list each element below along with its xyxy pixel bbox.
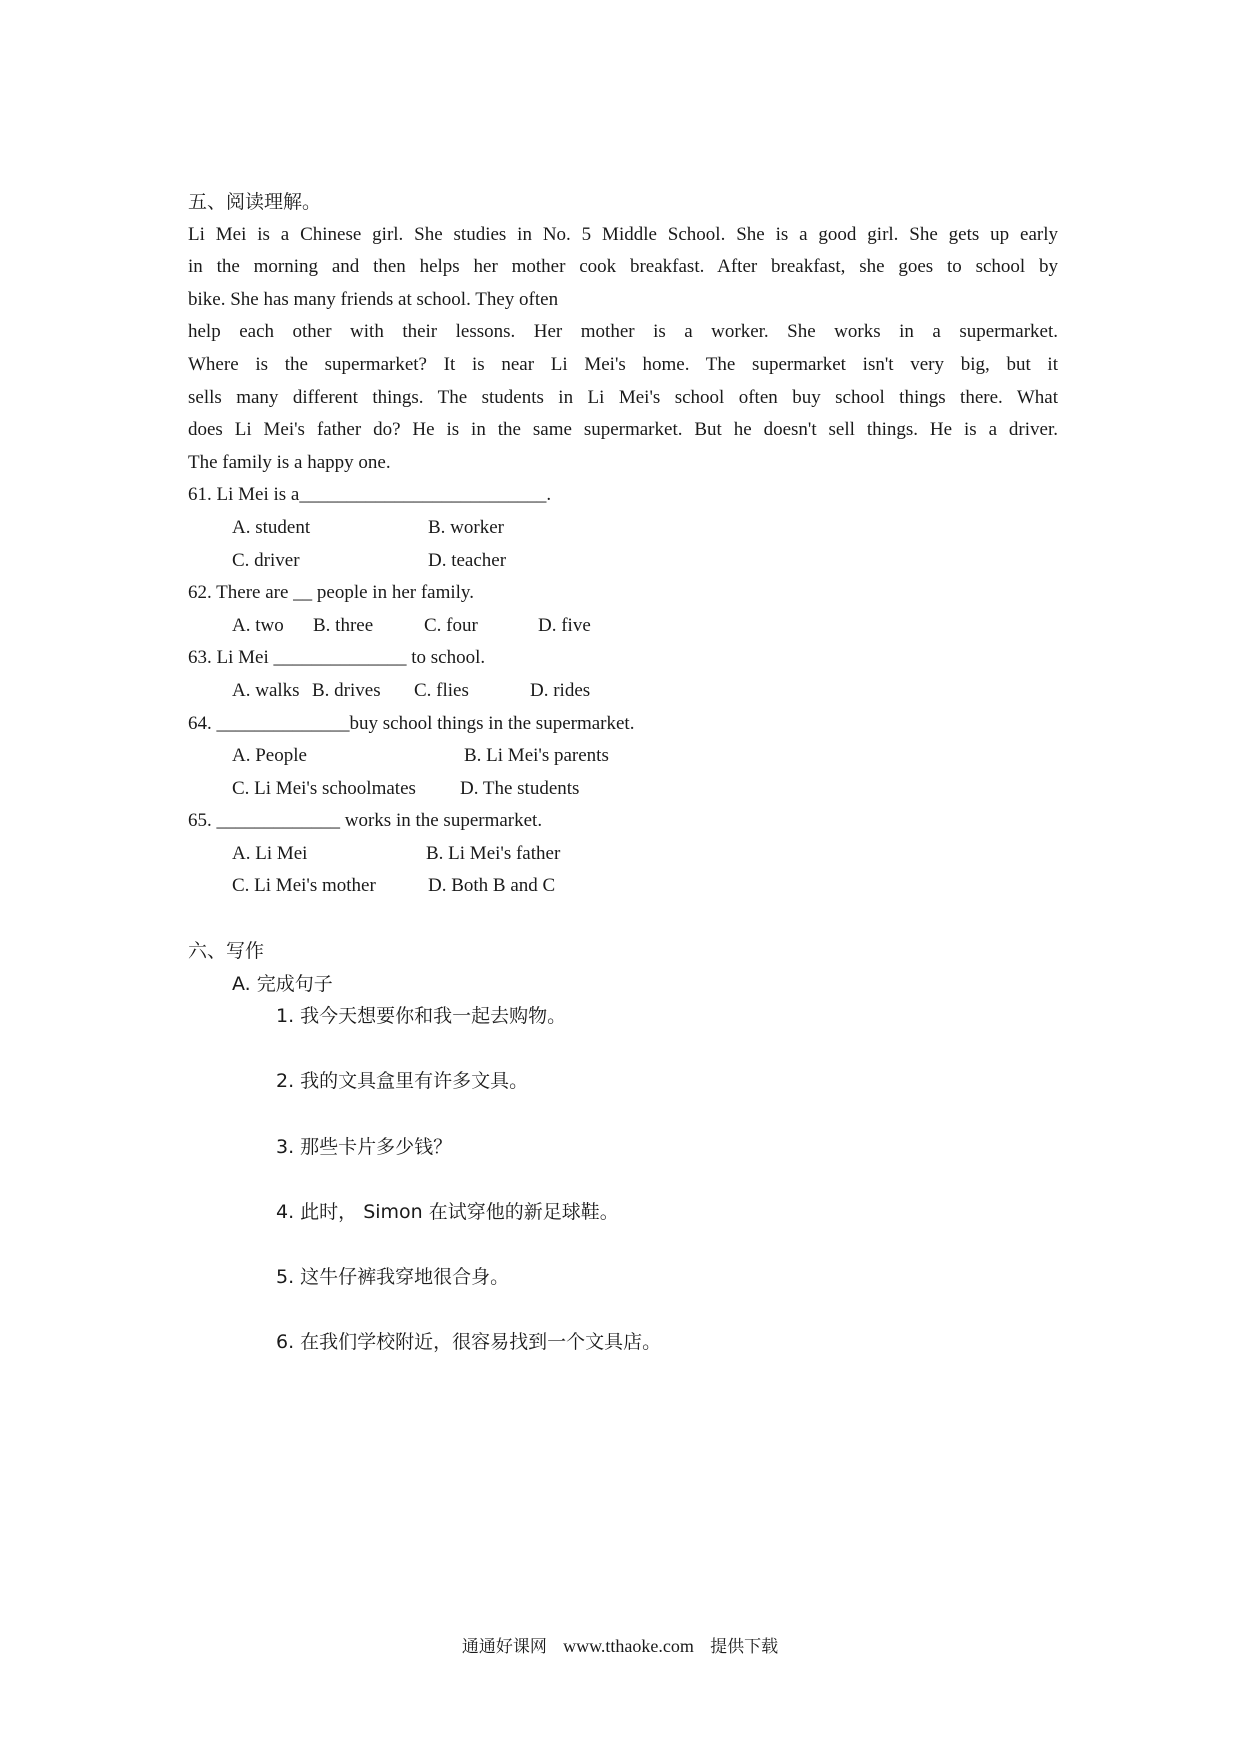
passage-line: The family is a happy one.: [188, 451, 391, 473]
passage-line: bike. She has many friends at school. They often: [188, 288, 559, 310]
passage-line: in the morning and then helps her mother cook breakfast. After breakfast, she goes to school by: [188, 256, 1058, 278]
item-gap: [188, 1163, 1058, 1196]
options-row: [188, 740, 1058, 773]
option-d: D. teacher: [428, 549, 507, 571]
option-c: C. flies: [414, 679, 469, 701]
option-a: A. student: [232, 516, 311, 538]
writing-item: 3. 那些卡片多少钱？: [276, 1135, 453, 1158]
option-a: A. walks: [232, 679, 300, 701]
item-gap: [188, 1294, 1058, 1327]
writing-item: 4. 此时， Simon 在试穿他的新足球鞋。: [276, 1200, 619, 1223]
option-a: A. People: [232, 745, 307, 767]
item-gap: [188, 1228, 1058, 1261]
option-c: C. Li Mei's mother: [232, 875, 376, 897]
option-b: B. three: [313, 614, 374, 636]
option-c: C. driver: [232, 549, 300, 571]
options-row: [188, 838, 1058, 871]
options-row: [188, 675, 1058, 708]
options-row: [188, 545, 1058, 578]
option-a: A. Li Mei: [232, 842, 308, 864]
options-row: [188, 610, 1058, 643]
option-b: B. drives: [312, 679, 381, 701]
option-b: B. Li Mei's father: [426, 842, 561, 864]
reading-passage: [188, 219, 1058, 480]
footer-site-name: 通通好课网: [461, 1637, 547, 1657]
option-d: D. five: [538, 614, 591, 636]
passage-line: Where is the supermarket? It is near Li Mei's home. The supermarket isn't very big, but it: [188, 353, 1058, 375]
options-row: [188, 870, 1058, 903]
writing-subheading: A. 完成句子: [232, 972, 333, 995]
item-gap: [188, 1033, 1058, 1066]
option-b: B. Li Mei's parents: [464, 745, 609, 767]
writing-item: 5. 这牛仔裤我穿地很合身。: [276, 1266, 510, 1288]
question-65: 65. _____________ works in the supermarket.: [188, 810, 543, 832]
option-d: D. rides: [530, 679, 591, 701]
writing-item: 1. 我今天想要你和我一起去购物。: [276, 1005, 567, 1028]
question-61: 61. Li Mei is a__________________________.: [188, 484, 552, 506]
passage-line: does Li Mei's father do? He is in the same supermarket. But he doesn't sell things. He is a driver.: [188, 419, 1058, 441]
reading-heading: 五、阅读理解。: [188, 191, 322, 213]
option-a: A. two: [232, 614, 284, 636]
passage-line: Li Mei is a Chinese girl. She studies in No. 5 Middle School. She is a good girl. She gets up early: [188, 223, 1058, 245]
option-b: B. worker: [428, 516, 504, 538]
option-d: D. The students: [460, 777, 580, 799]
passage-line: sells many different things. The students in Li Mei's school often buy school things there. What: [188, 386, 1058, 408]
writing-item: 6. 在我们学校附近，很容易找到一个文具店。: [276, 1331, 662, 1354]
option-d: D. Both B and C: [428, 875, 556, 897]
section-gap: [188, 903, 1058, 935]
page-content: [188, 186, 1058, 1359]
footer-download-text: 提供下载: [710, 1637, 779, 1657]
footer-url-link[interactable]: www.tthaoke.com: [563, 1636, 694, 1656]
passage-line: help each other with their lessons. Her mother is a worker. She works in a supermarket.: [188, 321, 1058, 343]
page-footer: [0, 1632, 1240, 1657]
question-62: 62. There are __ people in her family.: [188, 582, 474, 604]
item-gap: [188, 1098, 1058, 1131]
writing-heading: 六、写作: [188, 940, 265, 963]
question-63: 63. Li Mei ______________ to school.: [188, 647, 486, 669]
question-64: 64. ______________buy school things in the supermarket.: [188, 712, 635, 734]
option-c: C. four: [424, 614, 478, 636]
option-c: C. Li Mei's schoolmates: [232, 777, 416, 799]
options-row: [188, 773, 1058, 806]
writing-item: 2. 我的文具盒里有许多文具。: [276, 1070, 529, 1093]
options-row: [188, 512, 1058, 545]
